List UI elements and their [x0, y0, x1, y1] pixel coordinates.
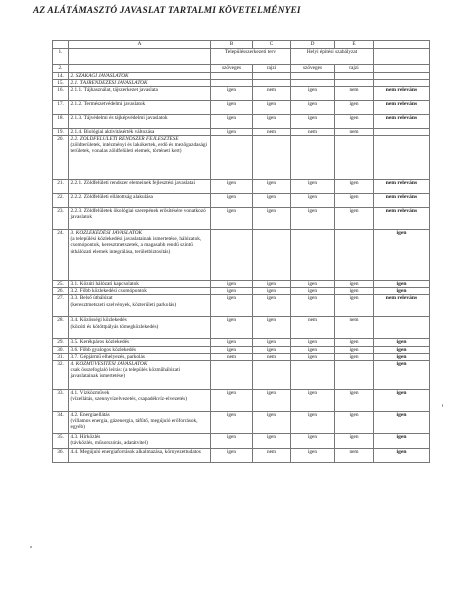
value-b: igen	[211, 411, 253, 433]
relevance-value: nem releváns	[374, 194, 430, 208]
row-number: 25.	[53, 281, 69, 288]
requirement-text: 2.2. ZÖLDFELÜLETI RENDSZER FEJLESZTÉSE	[70, 136, 179, 143]
value-e	[335, 360, 374, 389]
table-row	[53, 73, 430, 80]
row-number: 32.	[53, 360, 69, 389]
row-number: 35.	[53, 433, 69, 448]
value-b: igen	[211, 281, 253, 288]
column-letter-b: B	[211, 41, 253, 49]
table-row	[53, 317, 430, 339]
table-row	[53, 80, 430, 87]
table-row	[53, 448, 430, 462]
row-number: 2.	[53, 65, 69, 73]
value-e: igen	[335, 180, 374, 194]
relevance-value: nem releváns	[374, 208, 430, 230]
header-blank-f	[374, 49, 430, 65]
requirement-cell	[69, 80, 211, 87]
value-e	[335, 136, 374, 180]
header-blank-f	[374, 65, 430, 73]
relevance-value: igen	[374, 411, 430, 433]
value-d: igen	[291, 411, 335, 433]
value-d: igen	[291, 339, 335, 346]
requirement-cell	[69, 295, 211, 317]
table-row	[53, 353, 430, 360]
header-row-1	[53, 49, 430, 65]
relevance-value	[374, 136, 430, 180]
table-row	[53, 208, 430, 230]
row-number: 34.	[53, 411, 69, 433]
value-b: igen	[211, 180, 253, 194]
table-row	[53, 136, 430, 180]
value-b	[211, 80, 253, 87]
value-e: nem	[335, 317, 374, 339]
value-b: igen	[211, 87, 253, 101]
requirement-text: 4.2. Energiaellátás	[70, 411, 110, 418]
value-b: igen	[211, 448, 253, 462]
value-d: igen	[291, 208, 335, 230]
value-b: igen	[211, 339, 253, 346]
value-b	[211, 73, 253, 80]
value-d: igen	[291, 448, 335, 462]
requirement-text: 2.1. TÁJRENDEZÉSI JAVASLATOK	[70, 80, 148, 87]
value-c: igen	[253, 194, 291, 208]
table-row	[53, 230, 430, 281]
row-number: 15.	[53, 80, 69, 87]
requirement-subtext: csak összefoglaló leírás: (a település közműhálózati javaslatainak ismertetése)	[70, 366, 181, 379]
column-letter-f	[374, 41, 430, 49]
requirement-text: 3.2. Főbb közlekedési csomópontok	[70, 288, 147, 295]
value-b: igen	[211, 288, 253, 295]
value-c: nem	[253, 353, 291, 360]
relevance-value: igen	[374, 346, 430, 353]
value-d: igen	[291, 87, 335, 101]
row-number: 24.	[53, 230, 69, 281]
row-number: 31.	[53, 353, 69, 360]
requirement-text: 3.1. Közúti hálózati kapcsolatok	[70, 281, 139, 288]
row-number: 27.	[53, 295, 69, 317]
requirement-cell	[69, 411, 211, 433]
table-row	[53, 129, 430, 136]
value-e: igen	[335, 411, 374, 433]
requirement-cell	[69, 360, 211, 389]
scan-speck	[30, 546, 32, 548]
relevance-value: igen	[374, 288, 430, 295]
value-e: igen	[335, 115, 374, 129]
value-b: igen	[211, 295, 253, 317]
requirement-text: 2.1.3. Tájvédelmi és tájképvédelmi javaslatok	[70, 115, 168, 122]
relevance-value: igen	[374, 230, 430, 281]
value-d	[291, 360, 335, 389]
requirement-text: 2.1.1. Tájhasználat, tájszerkezet javaslata	[70, 87, 158, 94]
value-e	[335, 73, 374, 80]
value-e: igen	[335, 353, 374, 360]
value-c	[253, 230, 291, 281]
requirement-subtext: (távközlés, műsorszórás, adatátvitel)	[70, 439, 148, 446]
value-c: nem	[253, 129, 291, 136]
requirement-cell	[69, 101, 211, 115]
value-c: igen	[253, 433, 291, 448]
row-number: 16.	[53, 87, 69, 101]
value-e: igen	[335, 389, 374, 411]
value-d: igen	[291, 288, 335, 295]
value-e: igen	[335, 346, 374, 353]
value-b	[211, 136, 253, 180]
scan-speck	[442, 404, 443, 407]
table-row	[53, 295, 430, 317]
column-letter-row	[53, 41, 430, 49]
requirement-cell	[69, 353, 211, 360]
value-d: igen	[291, 101, 335, 115]
row-number: 1.	[53, 49, 69, 65]
value-e	[335, 80, 374, 87]
requirement-cell	[69, 288, 211, 295]
value-d: igen	[291, 281, 335, 288]
value-d: igen	[291, 346, 335, 353]
requirement-text: 3. KÖZLEKEDÉSI JAVASLATOK	[70, 230, 143, 237]
relevance-value	[374, 317, 430, 339]
requirement-cell	[69, 73, 211, 80]
value-e	[335, 230, 374, 281]
requirement-text: 2.1.4. Biológiai aktivitásérték változása	[70, 129, 155, 136]
requirement-cell	[69, 317, 211, 339]
row-number: 30.	[53, 346, 69, 353]
relevance-value: igen	[374, 281, 430, 288]
requirement-text: 4. KÖZMŰVESÍTÉSI JAVASLATOK	[70, 360, 148, 367]
column-letter-a: A	[69, 41, 211, 49]
value-e: igen	[335, 295, 374, 317]
value-d: igen	[291, 295, 335, 317]
relevance-value: nem releváns	[374, 295, 430, 317]
requirement-subtext: (zöldterületek, intézményi és lakókertek, erdő és mezőgazdasági területek, vonalas zöldfelületi elemek, történeti kert)	[70, 142, 207, 155]
relevance-value: igen	[374, 389, 430, 411]
header-row-2	[53, 65, 430, 73]
value-b: igen	[211, 208, 253, 230]
requirement-cell	[69, 129, 211, 136]
value-c	[253, 360, 291, 389]
value-b	[211, 230, 253, 281]
value-b: igen	[211, 317, 253, 339]
requirement-text: 4.4. Megújuló energiaforrások alkalmazása, környezettudatos	[70, 448, 201, 455]
header-blank	[69, 65, 211, 73]
value-c: igen	[253, 317, 291, 339]
requirement-text: 4.3. Hírközlés	[70, 433, 101, 440]
relevance-value: igen	[374, 353, 430, 360]
column-letter-d: D	[291, 41, 335, 49]
requirement-subtext: (keresztmetszeti szelvények, közterületi parkolás)	[70, 301, 177, 308]
row-number: 29.	[53, 339, 69, 346]
value-c	[253, 136, 291, 180]
relevance-value	[374, 73, 430, 80]
value-d	[291, 73, 335, 80]
value-b: igen	[211, 129, 253, 136]
requirement-cell	[69, 115, 211, 129]
relevance-value: nem releváns	[374, 180, 430, 194]
header-drawing-c: rajzi	[253, 65, 291, 73]
row-number: 36.	[53, 448, 69, 462]
value-b: igen	[211, 194, 253, 208]
column-letter-c: C	[253, 41, 291, 49]
requirement-cell	[69, 339, 211, 346]
value-b	[211, 360, 253, 389]
relevance-value: igen	[374, 448, 430, 462]
requirement-cell	[69, 194, 211, 208]
value-e: igen	[335, 101, 374, 115]
requirement-cell	[69, 180, 211, 194]
value-c: igen	[253, 411, 291, 433]
value-d: igen	[291, 194, 335, 208]
page-title: AZ ALÁTÁMASZTÓ JAVASLAT TARTALMI KÖVETELMÉNYEI	[33, 6, 301, 16]
row-number: 26.	[53, 288, 69, 295]
requirement-cell	[69, 281, 211, 288]
table-row	[53, 87, 430, 101]
requirement-subtext: (közúti és kötöttpályás tömegközlekedés)	[70, 323, 159, 330]
value-d	[291, 230, 335, 281]
requirement-cell	[69, 346, 211, 353]
value-c: igen	[253, 208, 291, 230]
value-c: igen	[253, 389, 291, 411]
requirement-cell	[69, 230, 211, 281]
value-d	[291, 136, 335, 180]
value-c: igen	[253, 295, 291, 317]
requirement-text: 4.1. Vízközművek	[70, 389, 110, 396]
table-row	[53, 194, 430, 208]
value-c: igen	[253, 339, 291, 346]
value-d: igen	[291, 389, 335, 411]
value-d: igen	[291, 353, 335, 360]
requirement-text: 2.2.1. Zöldfelületi rendszer elemeinek fejlesztési javaslatai	[70, 180, 195, 187]
requirement-subtext: (vízellátás, szennyvízelvezetés, csapadékvíz-elvezetés)	[70, 395, 187, 402]
header-textual-d: szöveges	[291, 65, 335, 73]
value-c: igen	[253, 180, 291, 194]
value-d	[291, 80, 335, 87]
value-b: igen	[211, 389, 253, 411]
row-number: 21.	[53, 180, 69, 194]
requirement-text: 2. SZAKÁGI JAVASLATOK	[70, 73, 129, 79]
table-row	[53, 346, 430, 353]
requirement-subtext: (villamos energia, gázenergia, táfűtő, megújuló erőforrások, egyéb)	[70, 417, 198, 430]
table-row	[53, 433, 430, 448]
value-d: igen	[291, 180, 335, 194]
value-e: nem	[335, 87, 374, 101]
value-c	[253, 73, 291, 80]
header-drawing-e: rajzi	[335, 65, 374, 73]
requirement-text: 2.2.3. Zöldfelületek ökológiai szerepének erősítésére vonatkozó javaslatok	[70, 208, 206, 221]
value-c: igen	[253, 346, 291, 353]
relevance-value: igen	[374, 433, 430, 448]
value-e: igen	[335, 281, 374, 288]
header-textual-b: szöveges	[211, 65, 253, 73]
value-e: igen	[335, 339, 374, 346]
header-blank	[69, 49, 211, 65]
requirement-cell	[69, 433, 211, 448]
row-number: 20.	[53, 136, 69, 180]
requirement-cell	[69, 87, 211, 101]
value-c	[253, 80, 291, 87]
value-d: igen	[291, 115, 335, 129]
relevance-value	[374, 129, 430, 136]
relevance-value: igen	[374, 360, 430, 389]
corner-cell	[53, 41, 69, 49]
value-d: nem	[291, 129, 335, 136]
value-b: igen	[211, 115, 253, 129]
requirement-text: 3.7. Gépjármű elhelyezés, parkolás	[70, 353, 145, 360]
value-b: igen	[211, 433, 253, 448]
requirement-subtext: (a települési közlekedési javaslatainak ismertetése, hálózatok, csomópontok, keresztmetszetek, a magasabb rendű szintű úthálózati elemek integrálása, területbiztosítás)	[70, 236, 202, 255]
table-row	[53, 288, 430, 295]
header-building-regulation: Helyi építési szabályzat	[291, 49, 374, 65]
value-e: igen	[335, 208, 374, 230]
requirements-table	[52, 40, 430, 463]
value-c: nem	[253, 87, 291, 101]
header-settlement-plan: Településszerkezeti terv	[211, 49, 291, 65]
requirement-cell	[69, 389, 211, 411]
requirement-text: 3.5. Kerékpáros közlekedés	[70, 339, 130, 346]
table-row	[53, 360, 430, 389]
table-row	[53, 339, 430, 346]
row-number: 17.	[53, 101, 69, 115]
relevance-value: igen	[374, 339, 430, 346]
value-b: nem	[211, 353, 253, 360]
requirement-text: 3.4. Közösségi közlekedés	[70, 317, 127, 324]
value-e: nem	[335, 129, 374, 136]
row-number: 23.	[53, 208, 69, 230]
table-row	[53, 101, 430, 115]
requirement-text: 2.2.2. Zöldfelületi ellátottság alakulása	[70, 194, 153, 201]
table-row	[53, 180, 430, 194]
value-d: nem	[291, 317, 335, 339]
requirement-text: 3.6. Főbb gyalogos közlekedés	[70, 346, 136, 353]
requirement-cell	[69, 448, 211, 462]
relevance-value: nem releváns	[374, 87, 430, 101]
relevance-value: nem releváns	[374, 115, 430, 129]
value-e: igen	[335, 288, 374, 295]
value-e: nem	[335, 448, 374, 462]
value-d: igen	[291, 433, 335, 448]
row-number: 19.	[53, 129, 69, 136]
value-c: igen	[253, 101, 291, 115]
row-number: 22.	[53, 194, 69, 208]
value-e: igen	[335, 433, 374, 448]
table-row	[53, 281, 430, 288]
value-b: igen	[211, 101, 253, 115]
column-letter-e: E	[335, 41, 374, 49]
table-row	[53, 115, 430, 129]
requirement-text: 2.1.2. Természetvédelmi javaslatok	[70, 101, 146, 108]
row-number: 28.	[53, 317, 69, 339]
row-number: 18.	[53, 115, 69, 129]
value-c: nem	[253, 448, 291, 462]
value-c: igen	[253, 115, 291, 129]
row-number: 33.	[53, 389, 69, 411]
value-e: igen	[335, 194, 374, 208]
requirement-cell	[69, 136, 211, 180]
value-b: igen	[211, 346, 253, 353]
requirement-text: 3.3. Belső úthálózat	[70, 295, 113, 302]
row-number: 14.	[53, 73, 69, 80]
value-c: igen	[253, 288, 291, 295]
requirement-cell	[69, 208, 211, 230]
value-c: igen	[253, 281, 291, 288]
table-row	[53, 411, 430, 433]
relevance-value: nem releváns	[374, 101, 430, 115]
relevance-value	[374, 80, 430, 87]
table-row	[53, 389, 430, 411]
